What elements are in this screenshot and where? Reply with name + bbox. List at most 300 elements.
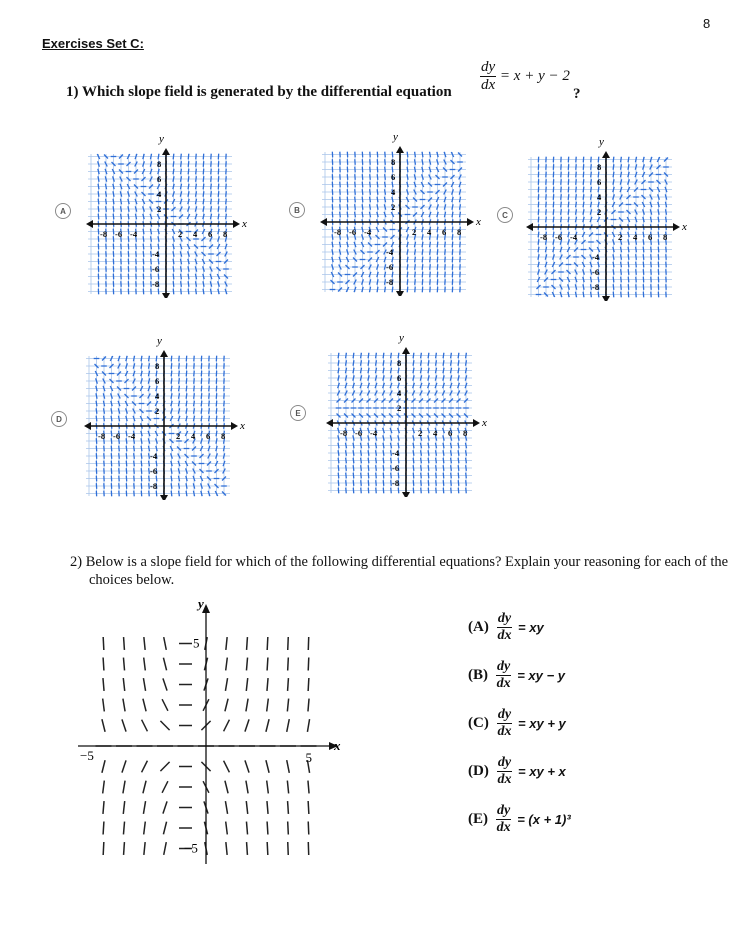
slope-segment [247, 637, 248, 650]
slope-segment [118, 356, 120, 361]
slope-segment [287, 699, 288, 712]
axes [326, 347, 480, 497]
slope-segment [568, 292, 569, 297]
slope-segment [613, 187, 614, 192]
slope-segment [347, 227, 348, 233]
slope-segment [128, 214, 129, 220]
slope-segment [458, 353, 459, 359]
slope-segment [465, 383, 467, 388]
slope-segment [194, 371, 195, 377]
slope-segment [436, 488, 437, 494]
slope-segment [196, 161, 197, 167]
slope-segment [362, 174, 363, 180]
slope-segment [583, 187, 584, 193]
slope-segment [576, 187, 577, 193]
slope-segment [451, 458, 452, 464]
y-tick-label: -4 [152, 249, 160, 259]
slope-segment [195, 214, 197, 219]
slope-segment [150, 214, 152, 219]
slope-segment [188, 199, 189, 204]
slope-segment [362, 287, 363, 292]
slope-segment [143, 214, 144, 219]
choice-d[interactable] [468, 756, 571, 787]
slope-segment [392, 287, 393, 293]
slope-segment [568, 284, 570, 289]
slope-segment [188, 281, 189, 287]
axes [320, 146, 474, 296]
slope-segment [287, 719, 290, 732]
slope-segment [407, 264, 408, 270]
slope-segment [428, 375, 429, 380]
slope-segment [226, 214, 227, 220]
slope-segment [123, 781, 125, 794]
slope-segment [383, 435, 384, 440]
choice-c[interactable] [468, 708, 571, 739]
x-tick-label: -4 [128, 431, 136, 441]
slope-segment [583, 202, 584, 208]
slope-segment [628, 172, 629, 177]
slope-segment [103, 801, 104, 814]
slope-segment [209, 386, 210, 392]
slope-segment [128, 251, 129, 257]
x-tick-label: -8 [540, 232, 548, 242]
choice-rhs: = (x + 1)³ [517, 812, 571, 828]
slope-segment [583, 172, 584, 178]
slope-segment [103, 822, 104, 835]
x-tick-label: 4 [427, 227, 432, 237]
x-tick-5: 5 [305, 750, 312, 765]
slope-segment [111, 431, 112, 437]
slope-segment [134, 453, 135, 459]
y-tick-label: 8 [155, 361, 160, 371]
x-tick-label: -6 [349, 227, 357, 237]
slope-segment [436, 450, 437, 456]
slope-segment [203, 191, 204, 197]
slope-segment [353, 480, 354, 486]
slope-segment [360, 375, 361, 380]
slope-segment [443, 473, 444, 479]
slope-segment [443, 458, 444, 464]
slope-segment [377, 212, 378, 217]
x-tick-label: 2 [176, 431, 181, 441]
slope-segment [266, 760, 269, 773]
x-axis-label: x [240, 420, 245, 432]
slope-segment [546, 217, 547, 223]
slope-segment [194, 393, 195, 399]
y-axis-label: y [159, 133, 164, 145]
slope-segment [179, 371, 180, 377]
slope-segment [347, 212, 348, 218]
y-tick-label: 6 [391, 172, 396, 182]
option-c-badge[interactable]: C [497, 207, 513, 223]
choice-a[interactable] [468, 612, 571, 643]
slope-segment [383, 480, 384, 486]
slope-segment [287, 781, 288, 794]
slope-segment [598, 292, 599, 298]
option-a-slope-field[interactable] [82, 132, 250, 298]
slope-segment [443, 480, 444, 486]
y-tick-label: -6 [150, 466, 158, 476]
slope-segment [368, 375, 369, 380]
slope-segment [613, 262, 614, 268]
option-a-badge[interactable]: A [55, 203, 71, 219]
slope-segment [98, 214, 99, 220]
slope-segment [179, 363, 180, 369]
slope-segment [460, 204, 461, 210]
slope-segment [384, 212, 386, 217]
slope-segment [195, 206, 196, 211]
slope-segment [583, 179, 584, 185]
slope-segment [636, 247, 637, 253]
slope-segment [415, 249, 416, 255]
slope-segment [346, 450, 347, 456]
slope-segment [436, 458, 437, 464]
slope-segment [196, 289, 197, 295]
y-tick-label: 8 [391, 157, 396, 167]
slope-segment [361, 360, 362, 366]
option-d-badge[interactable]: D [51, 411, 67, 427]
slope-segment [203, 169, 204, 175]
slope-segment [113, 229, 114, 235]
slope-segment [148, 431, 150, 436]
option-d-slope-field[interactable] [80, 334, 248, 500]
slope-segment [666, 247, 667, 253]
slope-segment [429, 167, 431, 172]
slope-segment [368, 360, 369, 366]
slope-segment [173, 259, 174, 265]
slope-segment [338, 450, 339, 456]
slope-segment [178, 468, 179, 473]
slope-segment [135, 206, 136, 211]
x-tick-label: -6 [115, 229, 123, 239]
slope-segment [452, 189, 454, 194]
slope-segment [538, 269, 540, 274]
slope-segment [246, 781, 248, 794]
x-arrow-right [231, 422, 238, 430]
slope-segment [407, 257, 408, 263]
slope-segment [436, 473, 437, 479]
slope-segment [173, 236, 175, 241]
slope-segment [421, 450, 422, 456]
slope-segment [133, 363, 134, 368]
slope-segment [288, 637, 289, 650]
slope-segment [186, 393, 187, 399]
slope-segment [628, 254, 629, 260]
slope-segment [143, 206, 145, 211]
slope-segment [538, 209, 539, 215]
option-b-slope-field[interactable] [316, 130, 484, 296]
x-tick-label: -8 [100, 229, 108, 239]
slope-segment [362, 182, 363, 188]
slope-segment [171, 356, 172, 362]
y-axis-label: y [393, 131, 398, 143]
slope-segment [583, 277, 584, 282]
slope-segment [444, 197, 446, 202]
slope-segment [111, 446, 112, 452]
x-tick-label: -8 [98, 431, 106, 441]
slope-segment [613, 157, 614, 163]
slope-segment [171, 476, 172, 482]
slope-segment [613, 292, 614, 298]
slope-segment [209, 408, 210, 414]
slope-segment [458, 473, 459, 479]
slope-segment [383, 458, 384, 464]
slope-segment [407, 152, 408, 158]
slope-segment [383, 360, 384, 366]
slope-segment [134, 468, 135, 474]
slope-segment [415, 279, 416, 285]
option-e-slope-field[interactable] [322, 331, 490, 497]
x-tick-label: 2 [618, 232, 623, 242]
slope-segment [368, 435, 369, 440]
y-axis-label: y [157, 335, 162, 347]
slope-segment [267, 678, 268, 691]
slope-segment [123, 801, 124, 814]
y-tick-label: 2 [157, 204, 162, 214]
question-2-prompt: 2) Below is a slope field for which of the following differential equations? Explain your reasoning for each of the choices below. [70, 554, 729, 588]
slope-segment [218, 229, 219, 234]
y-tick-label: 4 [155, 391, 160, 401]
x-arrow-left [526, 223, 533, 231]
slope-segment [451, 353, 452, 359]
slope-segment [143, 266, 144, 272]
slope-segment [203, 176, 204, 182]
frac-numerator: dy [497, 707, 512, 723]
y-tick-label: 8 [397, 358, 402, 368]
slope-segment [407, 159, 408, 165]
slope-segment [211, 184, 212, 190]
slope-segment [193, 476, 195, 481]
slope-segment [413, 480, 414, 486]
slope-segment [636, 254, 637, 260]
slope-segment [636, 262, 637, 268]
x-tick-label: 8 [223, 229, 228, 239]
slope-segment [435, 383, 437, 388]
slope-segment [435, 375, 436, 380]
slope-segment [338, 465, 339, 471]
slope-segment [451, 450, 452, 456]
option-e-badge[interactable]: E [290, 405, 306, 421]
slope-segment [144, 822, 146, 835]
slope-segment [576, 179, 577, 185]
slope-segment [553, 209, 554, 215]
slope-segment [621, 269, 622, 275]
slope-segment [658, 202, 659, 207]
slope-segment [568, 187, 569, 193]
slope-segment [143, 678, 145, 691]
slope-segment [201, 393, 202, 399]
slope-segment [361, 458, 362, 464]
x-tick-label: -4 [130, 229, 138, 239]
slope-segment [377, 272, 378, 277]
slope-segment [210, 281, 211, 286]
slope-segment [360, 383, 362, 388]
y-tick-label: -8 [592, 282, 600, 292]
slope-segment [173, 154, 174, 160]
slope-segment [123, 658, 124, 671]
slope-segment [196, 169, 197, 175]
slope-segment [126, 356, 127, 361]
slope-segment [451, 473, 452, 479]
slope-segment [621, 262, 622, 268]
slope-segment [658, 232, 659, 238]
slope-segment [141, 371, 142, 376]
slope-segment [458, 435, 459, 440]
x-tick-label: 2 [412, 227, 417, 237]
slope-segment [245, 719, 249, 731]
slope-segment [226, 184, 227, 190]
slope-segment [141, 446, 142, 452]
slope-segment [181, 274, 182, 280]
choice-e[interactable] [468, 804, 571, 835]
slope-segment [362, 227, 363, 232]
slope-segment [353, 465, 354, 471]
x-tick-label: 6 [206, 431, 211, 441]
slope-segment [143, 781, 146, 794]
slope-segment [196, 154, 197, 160]
slope-segment [436, 465, 437, 471]
slope-segment [149, 491, 150, 497]
slope-segment [353, 360, 354, 366]
frac-numerator: dy [497, 755, 512, 771]
y-tick-label: -8 [150, 481, 158, 491]
slope-segment [163, 658, 166, 671]
slope-segment [346, 480, 347, 486]
slope-segment [428, 473, 429, 479]
slope-segment [103, 637, 104, 650]
slope-segment [583, 217, 584, 222]
slope-segment [422, 227, 423, 232]
slope-segment [429, 212, 431, 217]
slope-segment [126, 408, 128, 413]
y-tick-label: 2 [397, 403, 402, 413]
slope-segment [201, 378, 202, 384]
slope-segment [123, 699, 125, 712]
slope-segment [621, 164, 622, 170]
slope-segment [188, 206, 190, 211]
slope-segment [208, 491, 210, 496]
slope-segment [141, 431, 142, 436]
slope-segment [428, 353, 429, 359]
slope-segment [576, 209, 577, 215]
slope-segment [385, 152, 386, 158]
slope-segment [538, 239, 539, 245]
slope-segment [658, 254, 659, 260]
slope-segment [223, 453, 224, 458]
slope-segment [106, 214, 107, 220]
option-b-badge[interactable]: B [289, 202, 305, 218]
slope-segment [413, 383, 415, 388]
slope-segment [118, 401, 120, 406]
x-arrow-left [320, 218, 327, 226]
slope-segment [430, 272, 431, 278]
x-tick-label: 8 [221, 431, 226, 441]
choice-fraction [497, 756, 512, 787]
slope-segment [123, 678, 124, 691]
slope-segment [362, 189, 363, 195]
x-axis-label: x [334, 738, 341, 753]
slope-segment [583, 269, 585, 274]
slope-segment [407, 234, 409, 239]
slope-segment [377, 287, 378, 293]
slope-segment [103, 678, 104, 691]
slope-segment [186, 468, 188, 473]
slope-segment [119, 453, 120, 459]
slope-segment [156, 491, 157, 497]
choice-b[interactable] [468, 660, 571, 691]
slope-segment [98, 169, 99, 174]
slope-segment [407, 242, 408, 247]
slope-segment [105, 176, 106, 181]
slope-segment [443, 428, 445, 433]
slope-segment [246, 699, 248, 712]
slope-segment [186, 371, 187, 377]
slope-segment [126, 461, 127, 467]
slope-segment [390, 435, 391, 440]
slope-segment [421, 488, 422, 494]
slope-segment [420, 375, 421, 380]
x-arrow-left [86, 220, 93, 228]
slope-segment [143, 801, 145, 814]
slope-segment [188, 251, 190, 256]
slope-segment [443, 488, 444, 494]
slope-segment [288, 801, 289, 814]
slope-segment [561, 187, 562, 193]
slope-segment [347, 242, 348, 247]
slope-segment [575, 284, 576, 289]
y-tick-label: 2 [391, 202, 396, 212]
slope-segment [173, 244, 174, 249]
slope-segment [186, 386, 187, 392]
slope-segment [142, 761, 148, 773]
slope-segment [428, 458, 429, 464]
slope-segment [144, 658, 146, 671]
slope-segment [383, 353, 384, 359]
slope-segment [651, 262, 652, 268]
option-c-slope-field[interactable] [522, 135, 690, 301]
slope-segment [188, 161, 189, 167]
slope-segment [361, 450, 362, 456]
slope-segment [267, 699, 269, 712]
slope-segment [96, 401, 97, 407]
slope-segment [666, 209, 667, 215]
slope-segment [148, 386, 150, 391]
frac-numerator: dy [497, 803, 511, 819]
slope-segment [553, 217, 554, 223]
slope-segment [452, 242, 453, 248]
slope-segment [163, 822, 166, 835]
slope-segment [459, 182, 461, 187]
slope-segment [186, 491, 187, 497]
slope-segment [466, 465, 467, 471]
x-axis-label: x [242, 218, 247, 230]
y-tick-5: 5 [193, 635, 200, 651]
slope-segment [103, 781, 105, 794]
y-tick-label: -4 [150, 451, 158, 461]
slope-segment [128, 236, 129, 242]
slope-segment [658, 239, 659, 245]
x-tick-label: 2 [178, 229, 183, 239]
slope-segment [553, 202, 554, 208]
slope-segment [104, 446, 105, 452]
slope-segment [179, 393, 180, 399]
slope-segment [339, 257, 341, 262]
x-tick-label: -4 [364, 227, 372, 237]
slope-segment [437, 242, 438, 248]
slope-segment [347, 189, 348, 195]
frac-denominator: dx [497, 723, 512, 739]
slope-segment [377, 174, 378, 180]
